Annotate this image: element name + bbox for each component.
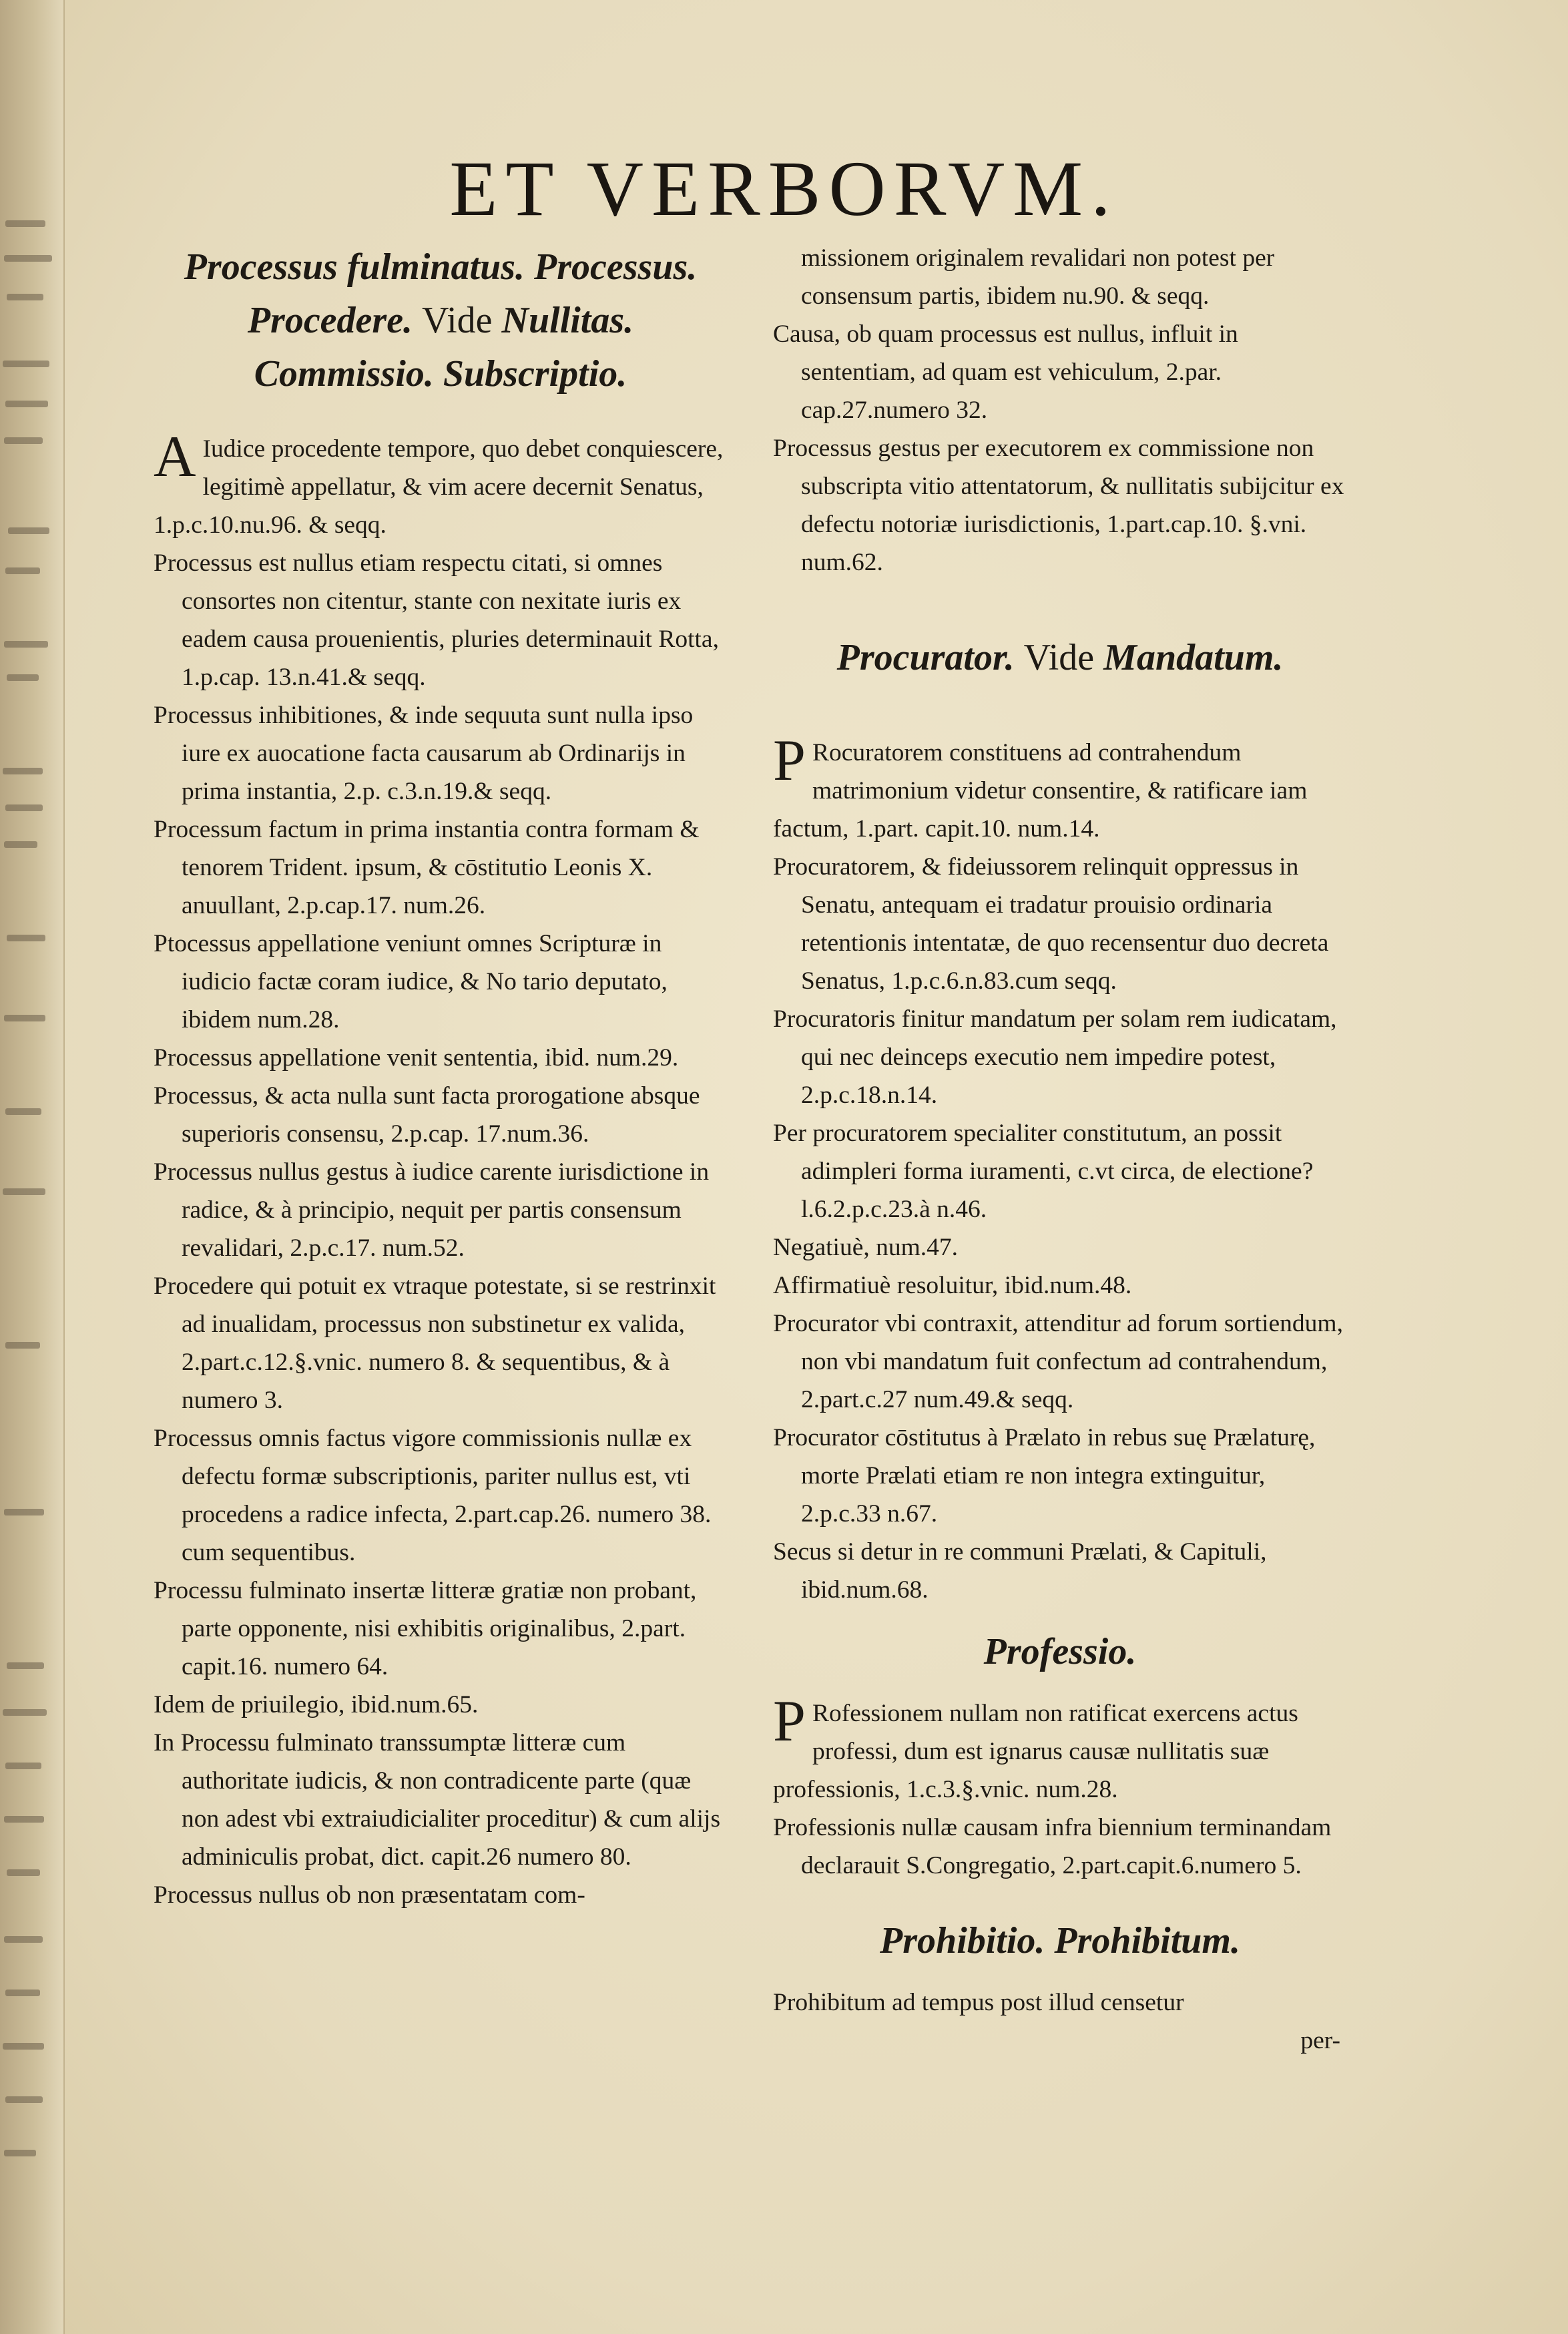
bleed-mark [3, 1709, 47, 1716]
bleed-mark [5, 1763, 41, 1769]
heading-line: Procedere. [247, 300, 413, 341]
index-entry: Prohibitum ad tempus post illud censetur [773, 1989, 1184, 2016]
drop-cap: A [154, 425, 196, 489]
bleed-mark [7, 294, 43, 300]
index-entry: Processus est nullus etiam respectu citati, si omnes consortes non citentur, stante con nexitate iuris ex eadem causa prouenientis, pluries determinauit Rotta, 1.p.cap. 13.n.41.& seqq. [154, 549, 719, 691]
index-entry: Processus nullus ob non præsentatam com- [154, 1881, 585, 1909]
index-entry: Procedere qui potuit ex vtraque potestate, si se restrinxit ad inualidam, processus non substinetur ex valida, 2.part.c.12.§.vnic. numero 8. & sequentibus, & à numero 3. [154, 1272, 716, 1414]
bleed-mark [3, 1188, 45, 1195]
bleed-mark [4, 255, 52, 262]
bleed-mark [5, 804, 43, 811]
bleed-mark [4, 1509, 44, 1515]
bleed-mark [4, 1816, 44, 1823]
right-column [773, 239, 1347, 2060]
section-heading-processus [154, 240, 728, 401]
bleed-mark [4, 2150, 36, 2156]
index-entry: Affirmatiuè resoluitur, ibid.num.48. [773, 1272, 1132, 1299]
index-entry: Processus, & acta nulla sunt facta prorogatione absque superioris consensu, 2.p.cap. 17.num.36. [154, 1082, 700, 1148]
bleed-mark [7, 935, 45, 941]
index-entry: Procurator vbi contraxit, attenditur ad forum sortiendum, non vbi mandatum fuit confectum ad contrahendum, 2.part.c.27 num.49.& seqq. [773, 1310, 1343, 1413]
bleed-mark [5, 1108, 41, 1115]
drop-cap: P [773, 1689, 806, 1754]
section-heading-procurator [773, 631, 1347, 684]
bleed-mark [5, 567, 40, 574]
entry-text: Rofessionem nullam non ratificat exercens actus professi, dum est ignarus causæ nullitatis suæ professionis, 1.c.3.§.vnic. num.28. [773, 1700, 1298, 1803]
bleed-mark [4, 1936, 43, 1943]
heading-line: Processus fulminatus. Processus. [184, 246, 698, 288]
index-entry: Idem de priuilegio, ibid.num.65. [154, 1691, 479, 1718]
bleed-mark [7, 1869, 40, 1876]
index-entry: Processus appellatione venit sententia, ibid. num.29. [154, 1044, 679, 1072]
index-entry: Procuratorem, & fideiussorem relinquit oppressus in Senatu, antequam ei tradatur prouisio ordinaria retentionis intentatæ, de quo recensentur duo decreta Senatus, 1.p.c.6.n.83.cum seqq. [773, 853, 1329, 995]
bleed-mark [4, 437, 43, 444]
entry-text: Iudice procedente tempore, quo debet conquiescere, legitimè appellatur, & vim acere decernit Senatus, 1.p.c.10.nu.96. & seqq. [154, 435, 724, 539]
index-entry: Processus omnis factus vigore commissionis nullæ ex defectu formæ subscriptionis, pariter nullus est, vti procedens a radice infecta, 2.part.cap.26. numero 38. cum sequentibus. [154, 1425, 712, 1566]
index-entry: Procuratoris finitur mandatum per solam rem iudicatam, qui nec deinceps executio nem impedire potest, 2.p.c.18.n.14. [773, 1005, 1337, 1109]
bleed-mark [8, 527, 49, 534]
heading-vide: Vide [1023, 637, 1095, 678]
drop-cap: P [773, 728, 806, 793]
index-entry: Processu fulminato insertæ litteræ gratiæ non probant, parte opponente, nisi exhibitis originalibus, 2.part. capit.16. numero 64. [154, 1577, 697, 1680]
bleed-mark [5, 1990, 40, 1996]
index-entry: Processus gestus per executorem ex commissione non subscripta vitio attentatorum, & nullitatis subijcitur ex defectu notoriæ iurisdictionis, 1.part.cap.10. §.vni. num.62. [773, 435, 1344, 576]
bleed-mark [7, 674, 39, 681]
heading-cross-reference: Mandatum. [1103, 637, 1284, 678]
index-entry: In Processu fulminato transsumptæ litteræ cum authoritate iudicis, & non contradicente parte (quæ non adest vbi extraiudicialiter proceditur) & cum alijs adminiculis probat, dict. capit.26 numero 80. [154, 1729, 721, 1871]
index-entry: Processus nullus gestus à iudice carente iurisdictione in radice, & à principio, nequit per partis consensum revalidari, 2.p.c.17. num.52. [154, 1158, 710, 1262]
index-entry: Processus inhibitiones, & inde sequuta sunt nulla ipso iure ex auocatione facta causarum ab Ordinarijs in prima instantia, 2.p. c.3.n.19.& seqq. [154, 702, 694, 805]
heading-line: Commissio. Subscriptio. [254, 353, 627, 395]
bleed-mark [4, 641, 48, 648]
index-entry: Secus si detur in re communi Prælati, & Capituli, ibid.num.68. [773, 1538, 1267, 1604]
index-entry [154, 425, 728, 544]
heading-vide: Vide [422, 300, 493, 341]
bleed-mark [3, 361, 49, 367]
facing-page-edge [0, 0, 65, 2334]
index-entry: Per procuratorem specialiter constitutum, an possit adimpleri forma iuramenti, c.vt circa, de electione?l.6.2.p.c.23.à n.46. [773, 1120, 1314, 1223]
index-entry: Ptocessus appellatione veniunt omnes Scripturæ in iudicio factæ coram iudice, & No tario deputato, ibidem num.28. [154, 930, 668, 1033]
index-entry: Professionis nullæ causam infra biennium terminandam declarauit S.Congregatio, 2.part.capit.6.numero 5. [773, 1814, 1332, 1879]
heading-cross-reference: Nullitas. [501, 300, 634, 341]
bleed-mark [5, 401, 48, 407]
bleed-mark [3, 768, 43, 774]
heading-word: Procurator. [836, 637, 1015, 678]
section-heading-professio: Professio. [983, 1631, 1137, 1672]
bleed-mark [7, 1662, 44, 1669]
index-entry: Procurator cōstitutus à Prælato in rebus suę Prælaturę, morte Prælati etiam re non integra extinguitur, 2.p.c.33 n.67. [773, 1424, 1316, 1528]
bleed-mark [4, 1015, 45, 1021]
index-entry-continued: missionem originalem revalidari non potest per consensum partis, ibidem nu.90. & seqq. [801, 244, 1275, 310]
entry-text: Rocuratorem constituens ad contrahendum matrimonium videtur consentire, & ratificare iam factum, 1.part. capit.10. num.14. [773, 739, 1308, 843]
section-heading-prohibitio: Prohibitio. Prohibitum. [880, 1920, 1240, 1961]
bleed-mark [3, 2043, 44, 2050]
index-entry: Processum factum in prima instantia contra formam & tenorem Trident. ipsum, & cōstitutio Leonis X. anuullant, 2.p.cap.17. num.26. [154, 816, 700, 919]
index-entry [773, 1689, 1347, 1809]
bleed-mark [4, 841, 37, 848]
bleed-mark [5, 2096, 43, 2103]
index-entry: Causa, ob quam processus est nullus, influit in sententiam, ad quam est vehiculum, 2.par. cap.27.numero 32. [773, 320, 1238, 424]
index-entry: Negatiuè, num.47. [773, 1234, 959, 1261]
catchword: per- [1300, 2027, 1340, 2054]
running-header: ET VERBORVM. [449, 145, 1119, 232]
bleed-mark [5, 1342, 40, 1349]
index-entry [773, 728, 1347, 848]
left-column [154, 240, 728, 1914]
